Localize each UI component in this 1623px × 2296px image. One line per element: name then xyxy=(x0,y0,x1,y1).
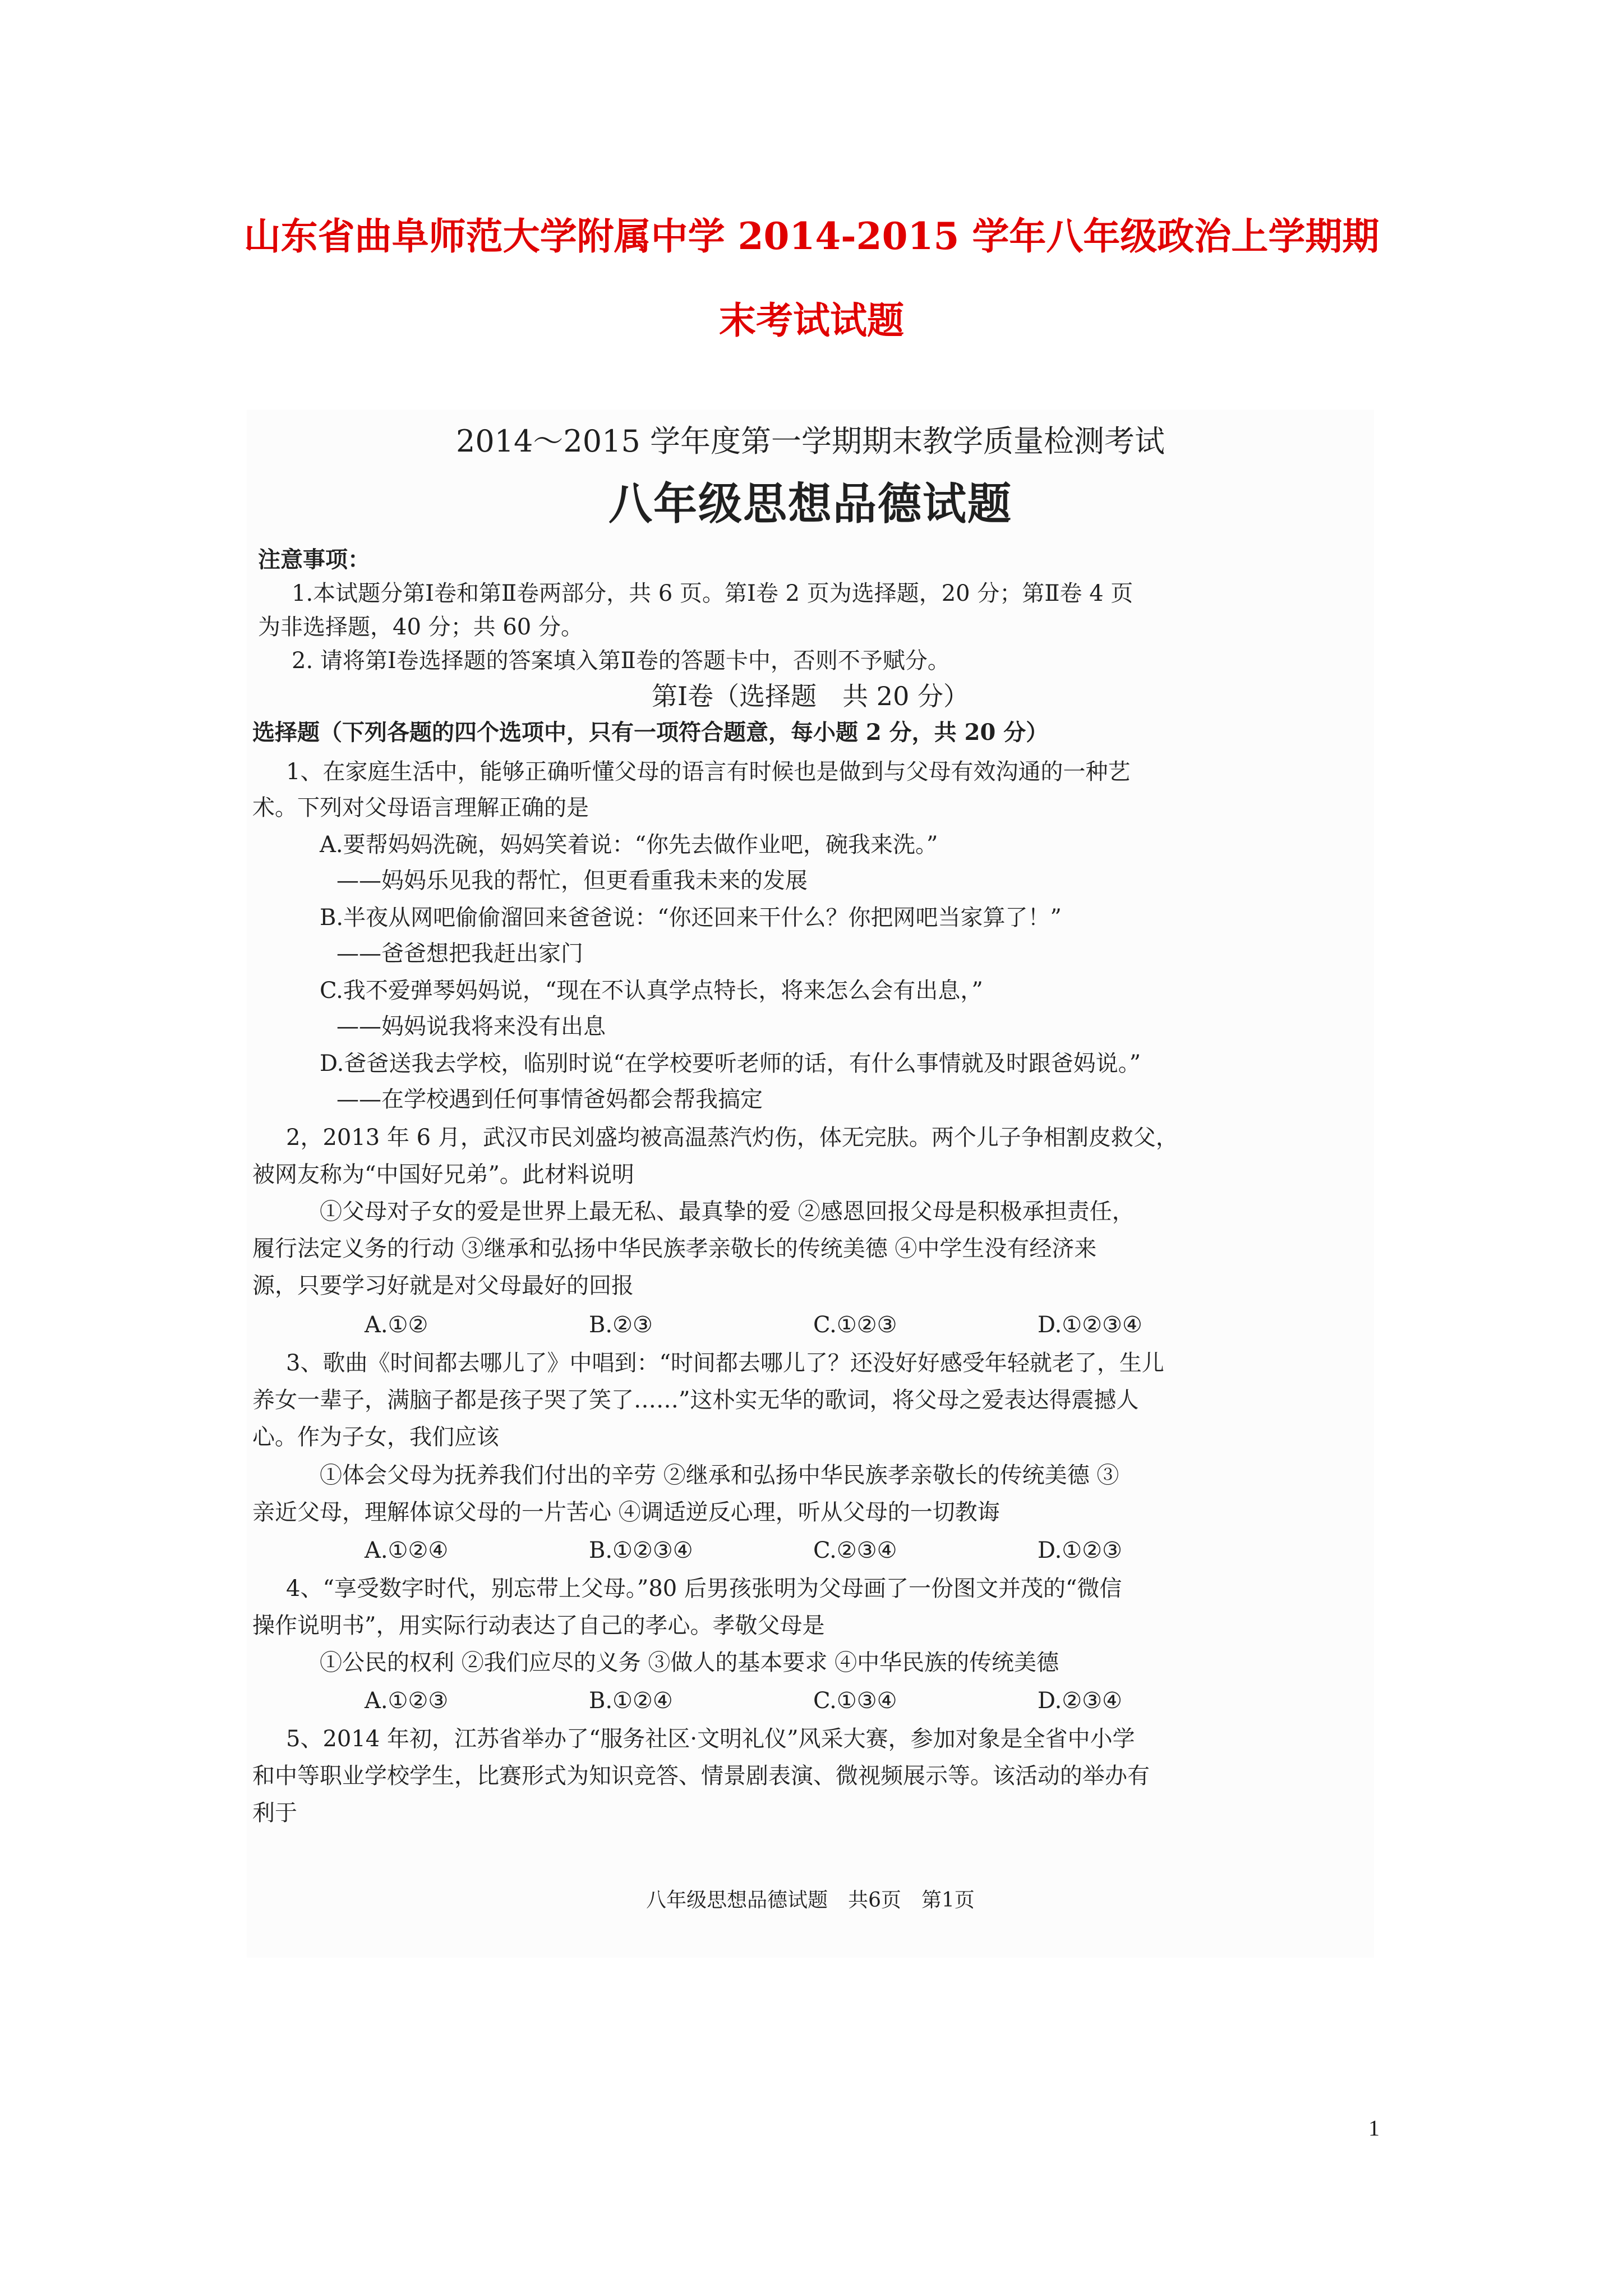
q2-items-line-3: 源，只要学习好就是对父母最好的回报 xyxy=(252,1273,634,1299)
q1-stem-line-2: 术。下列对父母语言理解正确的是 xyxy=(252,795,589,821)
q2-answer-option-a: A.①② xyxy=(365,1312,428,1338)
q4-answer-option-a: A.①②③ xyxy=(365,1688,449,1714)
notice-item-2: 2. 请将第Ⅰ卷选择题的答案填入第Ⅱ卷的答题卡中，否则不予赋分。 xyxy=(292,648,950,674)
q4-items-line-1: ①公民的权利 ②我们应尽的义务 ③做人的基本要求 ④中华民族的传统美德 xyxy=(320,1650,1059,1676)
q4-stem-line-1: 4、“享受数字时代，别忘带上父母。”80 后男孩张明为父母画了一份图文并茂的“微信 xyxy=(286,1576,1122,1602)
exam-subtitle: 2014～2015 学年度第一学期期末教学质量检测考试 xyxy=(455,424,1165,459)
q4-stem-line-2: 操作说明书”，用实际行动表达了自己的孝心。孝敬父母是 xyxy=(252,1613,825,1639)
section-title: 第Ⅰ卷（选择题 共 20 分） xyxy=(652,681,969,711)
q1-stem-line-1: 1、在家庭生活中，能够正确听懂父母的语言有时候也是做到与父母有效沟通的一种艺 xyxy=(286,759,1131,785)
q3-stem-line-3: 心。作为子女，我们应该 xyxy=(252,1424,499,1450)
exam-title: 八年级思想品德试题 xyxy=(608,478,1012,530)
q1-option-b-note: ——爸爸想把我赶出家门 xyxy=(336,941,583,967)
page-footer: 八年级思想品德试题 共6页 第1页 xyxy=(646,1889,975,1912)
q3-answer-option-d: D.①②③ xyxy=(1038,1538,1122,1563)
q2-answer-option-d: D.①②③④ xyxy=(1038,1312,1142,1338)
q1-option-a: A.要帮妈妈洗碗，妈妈笑着说：“你先去做作业吧，碗我来洗。” xyxy=(320,832,938,858)
q3-answer-options xyxy=(247,1539,1374,1567)
q2-answer-options xyxy=(247,1314,1374,1342)
page-number: 1 xyxy=(1368,2115,1380,2141)
section-instructions: 选择题（下列各题的四个选项中，只有一项符合题意，每小题 2 分，共 20 分） xyxy=(252,719,1049,746)
document-title-line-1: 山东省曲阜师范大学附属中学 2014-2015 学年八年级政治上学期期 xyxy=(243,214,1380,258)
q1-option-d-note: ——在学校遇到任何事情爸妈都会帮我搞定 xyxy=(336,1087,763,1112)
q2-answer-option-c: C.①②③ xyxy=(813,1312,897,1338)
q2-items-line-2: 履行法定义务的行动 ③继承和弘扬中华民族孝亲敬长的传统美德 ④中学生没有经济来 xyxy=(252,1236,1097,1262)
scanned-exam-page xyxy=(247,409,1374,1958)
q4-answer-option-b: B.①②④ xyxy=(589,1688,673,1714)
q5-stem-line-2: 和中等职业学校学生，比赛形式为知识竞答、情景剧表演、微视频展示等。该活动的举办有 xyxy=(252,1763,1150,1789)
q3-items-line-2: 亲近父母，理解体谅父母的一片苦心 ④调适逆反心理，听从父母的一切教诲 xyxy=(252,1499,1000,1525)
q2-answer-option-b: B.②③ xyxy=(589,1312,653,1338)
q2-stem-line-2: 被网友称为“中国好兄弟”。此材料说明 xyxy=(252,1162,634,1188)
q1-option-d: D.爸爸送我去学校，临别时说“在学校要听老师的话，有什么事情就及时跟爸妈说。” xyxy=(320,1051,1141,1076)
q4-answer-option-d: D.②③④ xyxy=(1038,1688,1122,1714)
q5-stem-line-3: 利于 xyxy=(252,1800,297,1826)
notice-item-1-line-1: 1.本试题分第Ⅰ卷和第Ⅱ卷两部分，共 6 页。第Ⅰ卷 2 页为选择题，20 分；第Ⅱ卷 4 页 xyxy=(292,581,1133,606)
q2-items-line-1: ①父母对子女的爱是世界上最无私、最真挚的爱 ②感恩回报父母是积极承担责任， xyxy=(320,1199,1135,1225)
q3-answer-option-b: B.①②③④ xyxy=(589,1538,693,1563)
q3-stem-line-2: 养女一辈子，满脑子都是孩子哭了笑了……”这朴实无华的歌词，将父母之爱表达得震撼人 xyxy=(252,1387,1139,1413)
q3-stem-line-1: 3、歌曲《时间都去哪儿了》中唱到：“时间都去哪儿了？还没好好感受年轻就老了，生儿 xyxy=(286,1350,1164,1376)
q4-answer-option-c: C.①③④ xyxy=(813,1688,897,1714)
q3-answer-option-a: A.①②④ xyxy=(365,1538,449,1563)
document-title-line-2: 末考试试题 xyxy=(719,298,904,342)
notice-heading: 注意事项： xyxy=(258,546,370,573)
q3-items-line-1: ①体会父母为抚养我们付出的辛劳 ②继承和弘扬中华民族孝亲敬长的传统美德 ③ xyxy=(320,1462,1119,1488)
q1-option-b: B.半夜从网吧偷偷溜回来爸爸说：“你还回来干什么？你把网吧当家算了！” xyxy=(320,905,1062,931)
q1-option-a-note: ——妈妈乐见我的帮忙，但更看重我未来的发展 xyxy=(336,868,808,894)
q1-option-c: C.我不爱弹琴妈妈说，“现在不认真学点特长，将来怎么会有出息，” xyxy=(320,978,983,1004)
q5-stem-line-1: 5、2014 年初，江苏省举办了“服务社区·文明礼仪”风采大赛，参加对象是全省中小学 xyxy=(286,1726,1135,1752)
q1-option-c-note: ——妈妈说我将来没有出息 xyxy=(336,1014,606,1039)
q4-answer-options xyxy=(247,1690,1374,1718)
q3-answer-option-c: C.②③④ xyxy=(813,1538,897,1563)
notice-item-1-line-2: 为非选择题，40 分；共 60 分。 xyxy=(258,614,583,640)
q2-stem-line-1: 2，2013 年 6 月，武汉市民刘盛均被高温蒸汽灼伤，体无完肤。两个儿子争相割皮救父， xyxy=(286,1125,1178,1151)
